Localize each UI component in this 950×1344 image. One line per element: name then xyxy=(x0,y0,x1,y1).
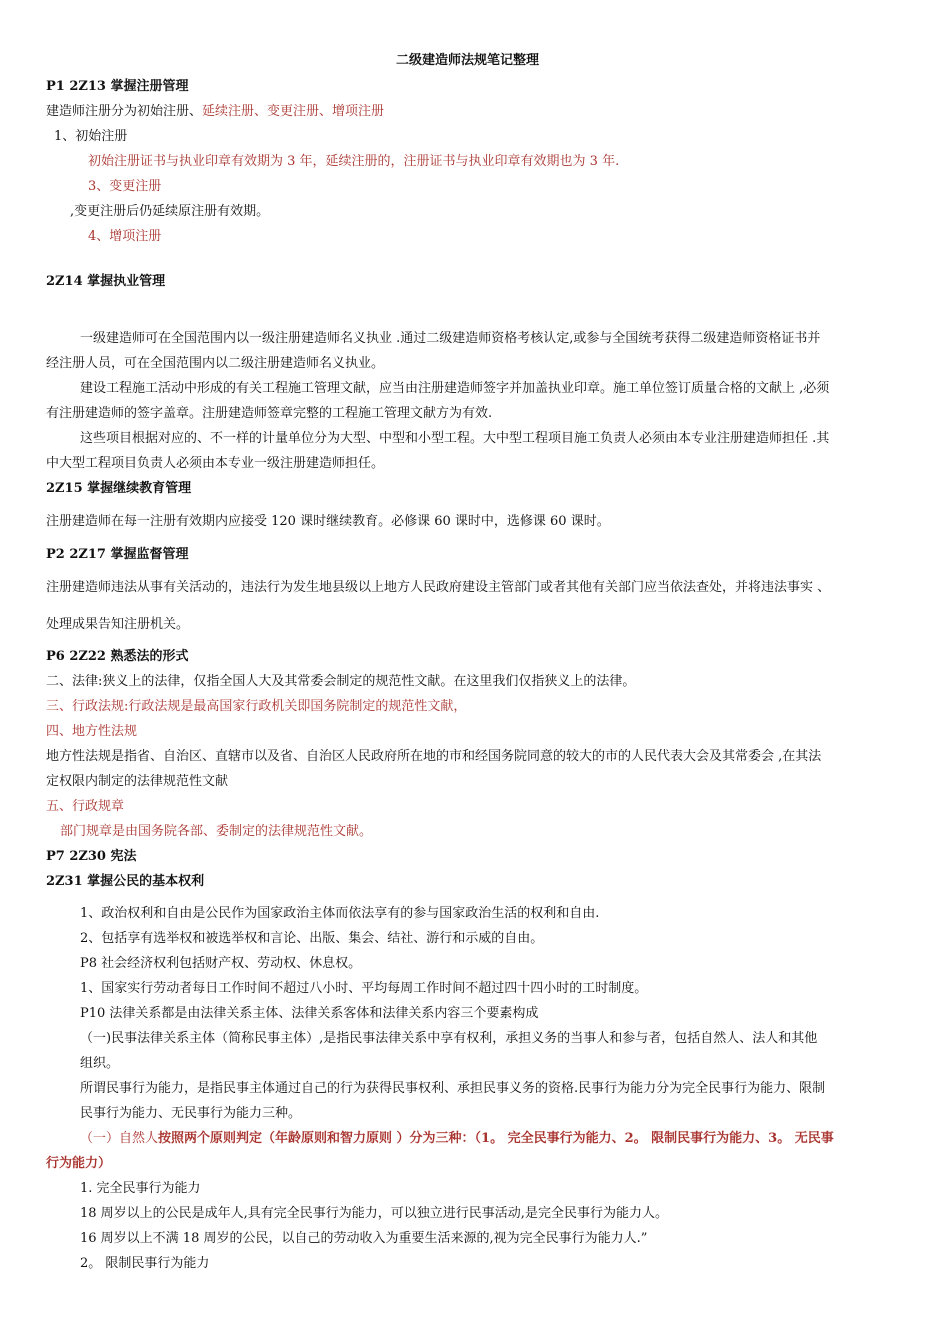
section-heading: 2Z15 掌握继续教育管理 xyxy=(46,481,192,496)
text-segment: （一）自然人 xyxy=(80,1131,159,1146)
highlighted-line: 五、行政规章 xyxy=(46,799,125,814)
section-heading: P1 2Z13 掌握注册管理 xyxy=(46,79,189,94)
paragraph-line: 组织。 xyxy=(80,1056,120,1071)
paragraph-line: 地方性法规是指省、自治区、直辖市以及省、自治区人民政府所在地的市和经国务院同意的较大的市的人民代表大会及其常委会 ,在其法 xyxy=(46,749,822,764)
highlighted-line xyxy=(80,1130,834,1148)
bold-highlight: 行为能力） xyxy=(46,1156,112,1171)
highlighted-text: 延续注册、变更注册、增项注册 xyxy=(202,104,385,119)
highlighted-line: 部门规章是由国务院各部、委制定的法律规范性文献。 xyxy=(60,824,373,839)
paragraph-line: 建设工程施工活动中形成的有关工程施工管理文献，应当由注册建造师签字并加盖执业印章。施工单位签订质量合格的文献上 ,必须 xyxy=(80,381,830,396)
section-heading: P2 2Z17 掌握监督管理 xyxy=(46,547,189,562)
paragraph-line: 16 周岁以上不满 18 周岁的公民，以自己的劳动收入为重要生活来源的,视为完全民事行为能力人.” xyxy=(80,1231,648,1246)
paragraph-line: 1、国家实行劳动者每日工作时间不超过八小时、平均每周工作时间不超过四十四小时的工时制度。 xyxy=(80,981,648,996)
paragraph-line: P10 法律关系都是由法律关系主体、法律关系客体和法律关系内容三个要素构成 xyxy=(80,1006,539,1021)
list-item: 3、变更注册 xyxy=(88,179,162,194)
paragraph-line xyxy=(46,103,384,121)
paragraph-line: 注册建造师违法从事有关活动的，违法行为发生地县级以上地方人民政府建设主管部门或者其他有关部门应当依法查处，并将违法事实 、 xyxy=(46,580,831,595)
paragraph-line: ,变更注册后仍延续原注册有效期。 xyxy=(70,204,270,219)
document-title: 二级建造师法规笔记整理 xyxy=(396,53,540,68)
paragraph-line: 处理成果告知注册机关。 xyxy=(46,617,190,632)
text-segment: 三、行政法规: xyxy=(46,699,129,714)
paragraph-line: 18 周岁以上的公民是成年人,具有完全民事行为能力，可以独立进行民事活动,是完全民事行为能力人。 xyxy=(80,1206,668,1221)
paragraph-line: （一)民事法律关系主体（简称民事主体）,是指民事法律关系中享有权利，承担义务的当事人和参与者，包括自然人、法人和其他 xyxy=(80,1031,818,1046)
section-heading: 2Z31 掌握公民的基本权利 xyxy=(46,874,205,889)
highlighted-line: 初始注册证书与执业印章有效期为 3 年，延续注册的，注册证书与执业印章有效期也为 3 年. xyxy=(88,154,620,169)
paragraph-line: 二、法律:狭义上的法律，仅指全国人大及其常委会制定的规范性文献。在这里我们仅指狭义上的法律。 xyxy=(46,674,636,689)
paragraph-line: 2、包括享有选举权和被选举权和言论、出版、集会、结社、游行和示威的自由。 xyxy=(80,931,544,946)
bold-highlight: 按照两个原则判定（年龄原则和智力原则 ）分为三种：（1。 完全民事行为能力、2。 限制民事行为能力、3。 无民事 xyxy=(158,1131,834,1146)
paragraph-line: 注册建造师在每一注册有效期内应接受 120 课时继续教育。必修课 60 课时中，选修课 60 课时。 xyxy=(46,514,610,529)
paragraph-line: 民事行为能力、无民事行为能力三种。 xyxy=(80,1106,302,1121)
paragraph-line: 中大型工程项目负责人必须由本专业一级注册建造师担任。 xyxy=(46,456,385,471)
text-segment: 行政法规是最高国家行政机关即国务院制定的规范性文献， xyxy=(128,699,467,714)
highlighted-line: 四、地方性法规 xyxy=(46,724,138,739)
text-segment: 建造师注册分为初始注册、 xyxy=(46,104,203,119)
paragraph-line: 所谓民事行为能力，是指民事主体通过自己的行为获得民事权利、承担民事义务的资格.民事行为能力分为完全民事行为能力、限制 xyxy=(80,1081,826,1096)
paragraph-line: 有注册建造师的签字盖章。注册建造师签章完整的工程施工管理文献方为有效. xyxy=(46,406,493,421)
list-item: 1、初始注册 xyxy=(54,129,128,144)
paragraph-line: 经注册人员，可在全国范围内以二级注册建造师名义执业。 xyxy=(46,356,385,371)
paragraph-line: 2。 限制民事行为能力 xyxy=(80,1256,210,1271)
list-item: 4、增项注册 xyxy=(88,229,162,244)
highlighted-line xyxy=(46,698,466,716)
paragraph-line: 这些项目根据对应的、不一样的计量单位分为大型、中型和小型工程。大中型工程项目施工负责人必须由本专业注册建造师担任 .其 xyxy=(80,431,830,446)
section-heading: 2Z14 掌握执业管理 xyxy=(46,274,166,289)
paragraph-line: 1. 完全民事行为能力 xyxy=(80,1181,201,1196)
paragraph-line: 1、政治权利和自由是公民作为国家政治主体而依法享有的参与国家政治生活的权利和自由. xyxy=(80,906,600,921)
paragraph-line: 定权限内制定的法律规范性文献 xyxy=(46,774,229,789)
paragraph-line: 一级建造师可在全国范围内以一级注册建造师名义执业 .通过二级建造师资格考核认定,或参与全国统考获得二级建造师资格证书并 xyxy=(80,331,821,346)
section-heading: P6 2Z22 熟悉法的形式 xyxy=(46,649,189,664)
section-heading: P7 2Z30 宪法 xyxy=(46,849,137,864)
paragraph-line: P8 社会经济权利包括财产权、劳动权、休息权。 xyxy=(80,956,362,971)
